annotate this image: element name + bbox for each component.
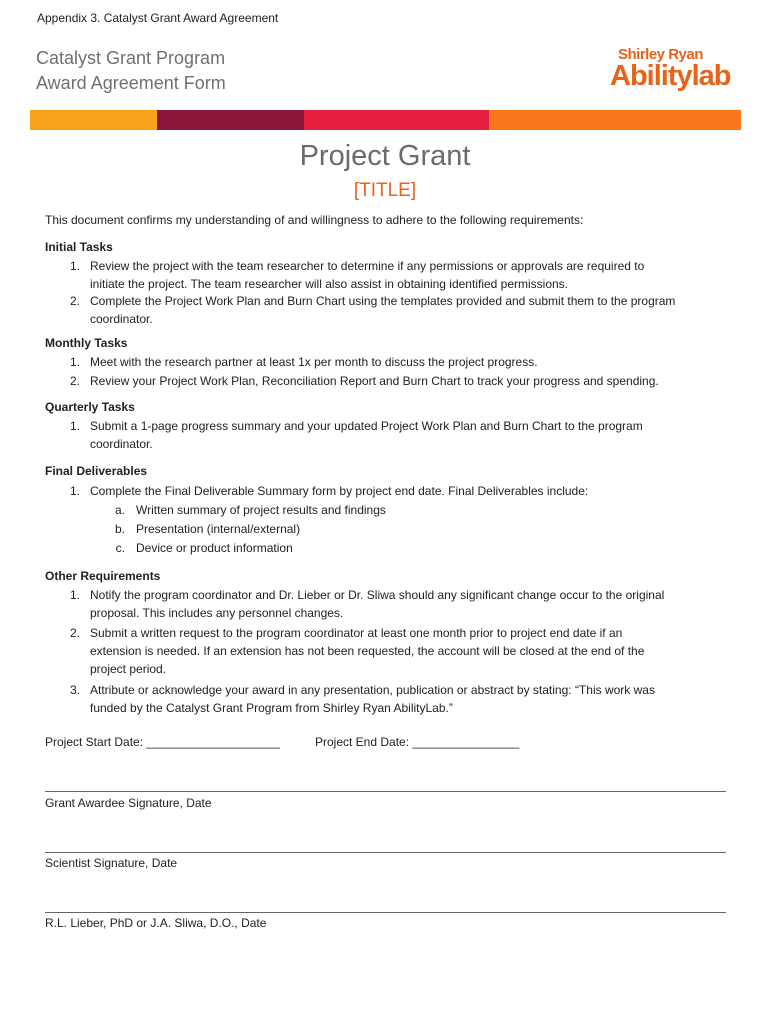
list-item-line: Notify the program coordinator and Dr. Lieber or Dr. Sliwa should any significant change occur to the original: [90, 588, 665, 602]
list-item-line: Submit a written request to the program coordinator at least one month prior to project end date if an: [90, 626, 623, 640]
section-heading-final: Final Deliverables: [45, 464, 148, 478]
section-heading-other: Other Requirements: [45, 569, 161, 583]
list-item-line: initiate the project. The team researcher will also assist in obtaining identified permissions.: [90, 277, 569, 291]
section-heading-quarterly: Quarterly Tasks: [45, 400, 135, 414]
signature-line-director[interactable]: [45, 912, 726, 913]
list-item: Meet with the research partner at least 1x per month to discuss the project progress.: [90, 355, 538, 369]
signature-line-awardee[interactable]: [45, 791, 726, 792]
list-item-line: Attribute or acknowledge your award in any presentation, publication or abstract by stating: “This work was: [90, 683, 655, 697]
list-item-line: coordinator.: [90, 437, 153, 451]
project-title-placeholder: [TITLE]: [353, 180, 417, 201]
sub-list-item: Presentation (internal/external): [136, 522, 301, 536]
logo-main-text: Abilitylab: [610, 60, 731, 92]
list-item-line: Review the project with the team researcher to determine if any permissions or approvals are required to: [90, 259, 645, 273]
list-item: [90, 681, 655, 717]
abilitylab-logo: [608, 46, 744, 96]
list-letter: a.: [114, 503, 125, 517]
form-title: [36, 46, 226, 96]
list-item-line: project period.: [90, 662, 167, 676]
list-number: 2.: [69, 294, 80, 308]
signature-label-director: R.L. Lieber, PhD or J.A. Sliwa, D.O., Date: [45, 916, 267, 930]
list-number: 2.: [69, 626, 80, 640]
logo-top-text: Shirley Ryan: [618, 46, 703, 63]
list-number: 1.: [69, 355, 80, 369]
list-item: [90, 292, 675, 328]
project-title: Project Grant: [299, 140, 471, 172]
intro-text: This document confirms my understanding of and willingness to adhere to the following requirements:: [45, 213, 584, 227]
list-item-line: Complete the Project Work Plan and Burn Chart using the templates provided and submit them to the program: [90, 294, 676, 308]
list-item: Review your Project Work Plan, Reconciliation Report and Burn Chart to track your progress and spending.: [90, 374, 659, 388]
stripe-red: [304, 110, 489, 130]
list-letter: c.: [115, 541, 125, 555]
list-item-line: coordinator.: [90, 312, 153, 326]
list-item-line: Submit a 1-page progress summary and your updated Project Work Plan and Burn Chart to the program: [90, 419, 643, 433]
list-number: 1.: [69, 419, 80, 433]
list-number: 1.: [69, 588, 80, 602]
project-end-date-field[interactable]: Project End Date: ________________: [315, 735, 520, 749]
list-letter: b.: [114, 522, 125, 536]
form-title-line1: Catalyst Grant Program: [36, 48, 226, 68]
list-item: Complete the Final Deliverable Summary form by project end date. Final Deliverables include:: [90, 484, 589, 498]
list-number: 3.: [69, 683, 80, 697]
form-title-line2: Award Agreement Form: [36, 73, 226, 93]
stripe-yellow: [30, 110, 157, 130]
list-item: [90, 417, 643, 453]
project-start-date-field[interactable]: Project Start Date: ____________________: [45, 735, 280, 749]
section-heading-initial: Initial Tasks: [45, 240, 113, 254]
list-item: [90, 257, 644, 293]
list-item: [90, 624, 644, 678]
list-item-line: extension is needed. If an extension has not been requested, the account will be closed at the end of the: [90, 644, 645, 658]
sub-list-item: Device or product information: [136, 541, 293, 555]
signature-label-scientist: Scientist Signature, Date: [45, 856, 178, 870]
list-number: 2.: [69, 374, 80, 388]
list-item: [90, 586, 664, 622]
stripe-orange: [489, 110, 741, 130]
signature-label-awardee: Grant Awardee Signature, Date: [45, 796, 212, 810]
stripe-maroon: [157, 110, 304, 130]
appendix-header: Appendix 3. Catalyst Grant Award Agreement: [37, 11, 279, 25]
list-item-line: funded by the Catalyst Grant Program from Shirley Ryan AbilityLab.”: [90, 701, 453, 715]
signature-line-scientist[interactable]: [45, 852, 726, 853]
list-number: 1.: [69, 484, 80, 498]
sub-list-item: Written summary of project results and findings: [136, 503, 386, 517]
color-stripe-bar: [30, 110, 741, 130]
section-heading-monthly: Monthly Tasks: [45, 336, 128, 350]
list-item-line: proposal. This includes any personnel changes.: [90, 606, 344, 620]
list-number: 1.: [69, 259, 80, 273]
